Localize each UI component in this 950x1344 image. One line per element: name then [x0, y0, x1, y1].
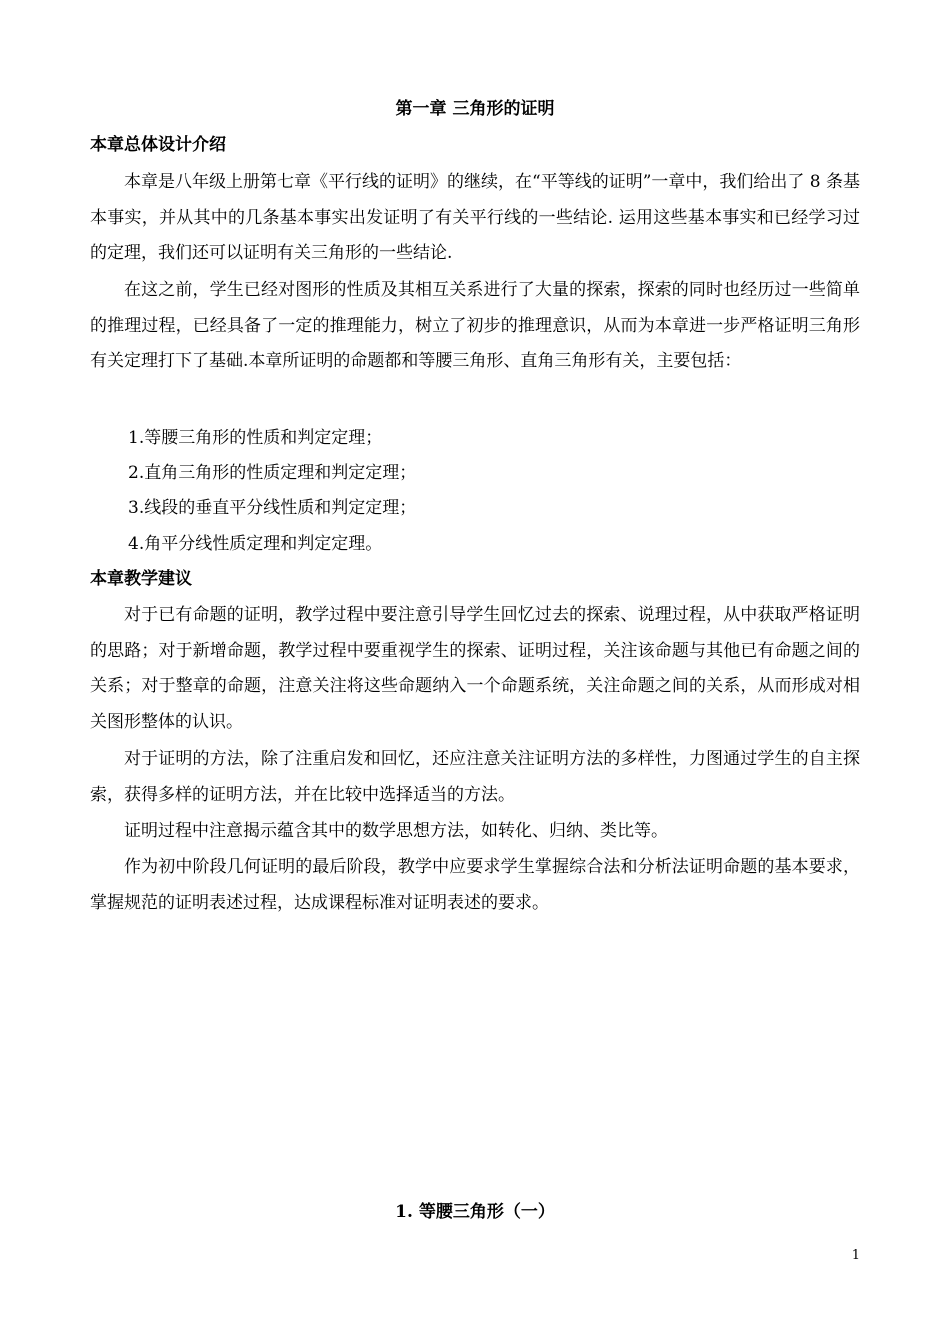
lesson-title: 1. 等腰三角形（一）	[395, 1202, 555, 1222]
intro-paragraph-2: 在这之前，学生已经对图形的性质及其相互关系进行了大量的探索，探索的同时也经历过一些简单的推理过程，已经具备了一定的推理能力，树立了初步的推理意识，从而为本章进一步严格证明三角形有关定理打下了基础.本章所证明的命题都和等腰三角形、直角三角形有关，主要包括：	[90, 280, 860, 371]
advice-paragraph-1: 对于已有命题的证明，教学过程中要注意引导学生回忆过去的探索、说理过程，从中获取严格证明的思路；对于新增命题，教学过程中要重视学生的探索、证明过程，关注该命题与其他已有命题之间的关系；对于整章的命题，注意关注将这些命题纳入一个命题系统，关注命题之间的关系，从而形成对相关图形整体的认识。	[90, 605, 860, 732]
list-item-3: 3.线段的垂直平分线性质和判定定理；	[128, 498, 417, 518]
chapter-title: 第一章 三角形的证明	[395, 99, 555, 119]
advice-paragraph-3: 证明过程中注意揭示蕴含其中的数学思想方法，如转化、归纳、类比等。	[124, 821, 668, 841]
section-heading-design-intro: 本章总体设计介绍	[90, 135, 226, 155]
advice-paragraph-2: 对于证明的方法，除了注重启发和回忆，还应注意关注证明方法的多样性，力图通过学生的自主探索，获得多样的证明方法，并在比较中选择适当的方法。	[90, 749, 860, 805]
page-number: 1	[851, 1248, 860, 1263]
list-item-4: 4.角平分线性质定理和判定定理。	[128, 534, 383, 554]
list-item-2: 2.直角三角形的性质定理和判定定理；	[128, 463, 417, 483]
section-heading-teaching-advice: 本章教学建议	[90, 569, 192, 589]
advice-paragraph-4: 作为初中阶段几何证明的最后阶段，教学中应要求学生掌握综合法和分析法证明命题的基本要求，掌握规范的证明表述过程，达成课程标准对证明表述的要求。	[90, 857, 860, 913]
list-item-1: 1.等腰三角形的性质和判定定理；	[128, 428, 383, 448]
intro-paragraph-1: 本章是八年级上册第七章《平行线的证明》的继续，在“平等线的证明”一章中，我们给出了 8 条基本事实，并从其中的几条基本事实出发证明了有关平行线的一些结论. 运用这些基本事实和已经学习过的定理，我们还可以证明有关三角形的一些结论.	[90, 172, 861, 263]
